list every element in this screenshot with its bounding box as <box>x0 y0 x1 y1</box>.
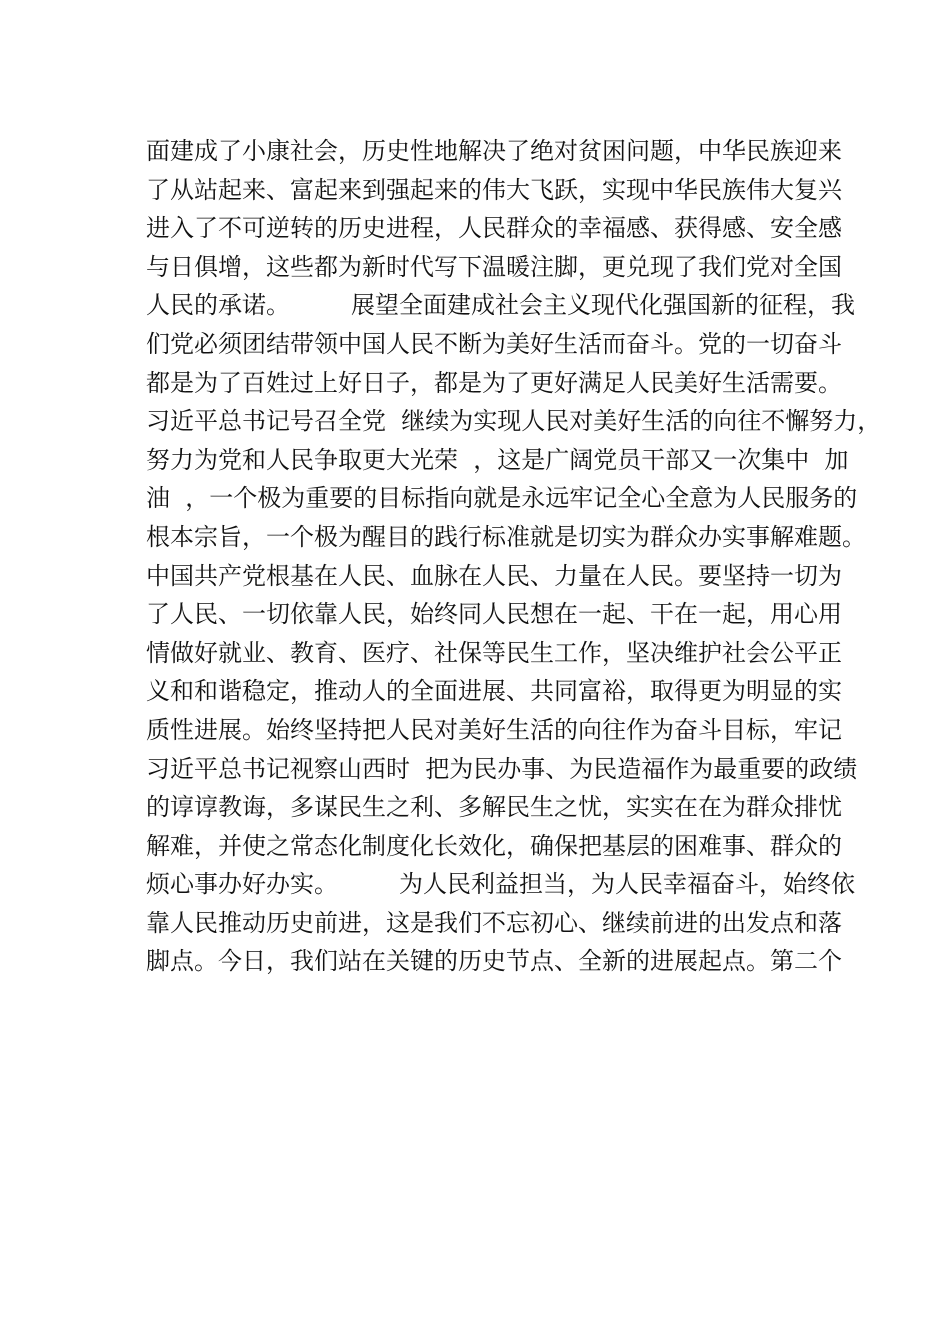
text-line-4: 与日俱增，这些都为新时代写下温暖注脚，更兑现了我们党对全国 <box>146 252 842 281</box>
text-line-13: 了人民、一切依靠人民，始终同人民想在一起、干在一起，用心用 <box>146 600 842 629</box>
text-line-17: 习近平总书记视察山西时 把为民办事、为民造福作为最重要的政绩 <box>146 754 858 783</box>
body-text <box>146 132 882 981</box>
text-line-20: 烦心事办好办实。 为人民利益担当，为人民幸福奋斗，始终依 <box>146 870 856 899</box>
text-line-16: 质性进展。始终坚持把人民对美好生活的向往作为奋斗目标，牢记 <box>146 715 842 744</box>
text-line-2: 了从站起来、富起来到强起来的伟大飞跃，实现中华民族伟大复兴 <box>146 175 842 204</box>
text-line-19: 解难，并使之常态化制度化长效化，确保把基层的困难事、群众的 <box>146 831 842 860</box>
text-line-22: 脚点。今日，我们站在关键的历史节点、全新的进展起点。第二个 <box>146 947 842 976</box>
text-line-6: 们党必须团结带领中国人民不断为美好生活而奋斗。党的一切奋斗 <box>146 329 842 358</box>
text-line-8: 习近平总书记号召全党 继续为实现人民对美好生活的向往不懈努力， <box>146 407 882 436</box>
text-line-12: 中国共产党根基在人民、血脉在人民、力量在人民。要坚持一切为 <box>146 561 842 590</box>
text-line-15: 义和和谐稳定，推动人的全面进展、共同富裕，取得更为明显的实 <box>146 677 842 706</box>
text-line-1: 面建成了小康社会，历史性地解决了绝对贫困问题，中华民族迎来 <box>146 137 842 165</box>
text-line-18: 的谆谆教诲，多谋民生之利、多解民生之忧，实实在在为群众排忧 <box>146 793 842 822</box>
text-line-14: 情做好就业、教育、医疗、社保等民生工作，坚决维护社会公平正 <box>146 638 842 667</box>
text-line-7: 都是为了百姓过上好日子，都是为了更好满足人民美好生活需要。 <box>146 368 842 397</box>
text-line-3: 进入了不可逆转的历史进程，人民群众的幸福感、获得感、安全感 <box>146 214 842 243</box>
text-line-9: 努力为党和人民争取更大光荣 ，这是广阔党员干部又一次集中 加 <box>146 445 849 474</box>
text-line-5: 人民的承诺。 展望全面建成社会主义现代化强国新的征程，我 <box>146 291 856 320</box>
text-line-11: 根本宗旨，一个极为醒目的践行标准就是切实为群众办实事解难题。 <box>146 522 866 551</box>
text-line-21: 靠人民推动历史前进，这是我们不忘初心、继续前进的出发点和落 <box>146 908 842 937</box>
text-line-10: 油 ，一个极为重要的目标指向就是永远牢记全心全意为人民服务的 <box>146 484 858 513</box>
